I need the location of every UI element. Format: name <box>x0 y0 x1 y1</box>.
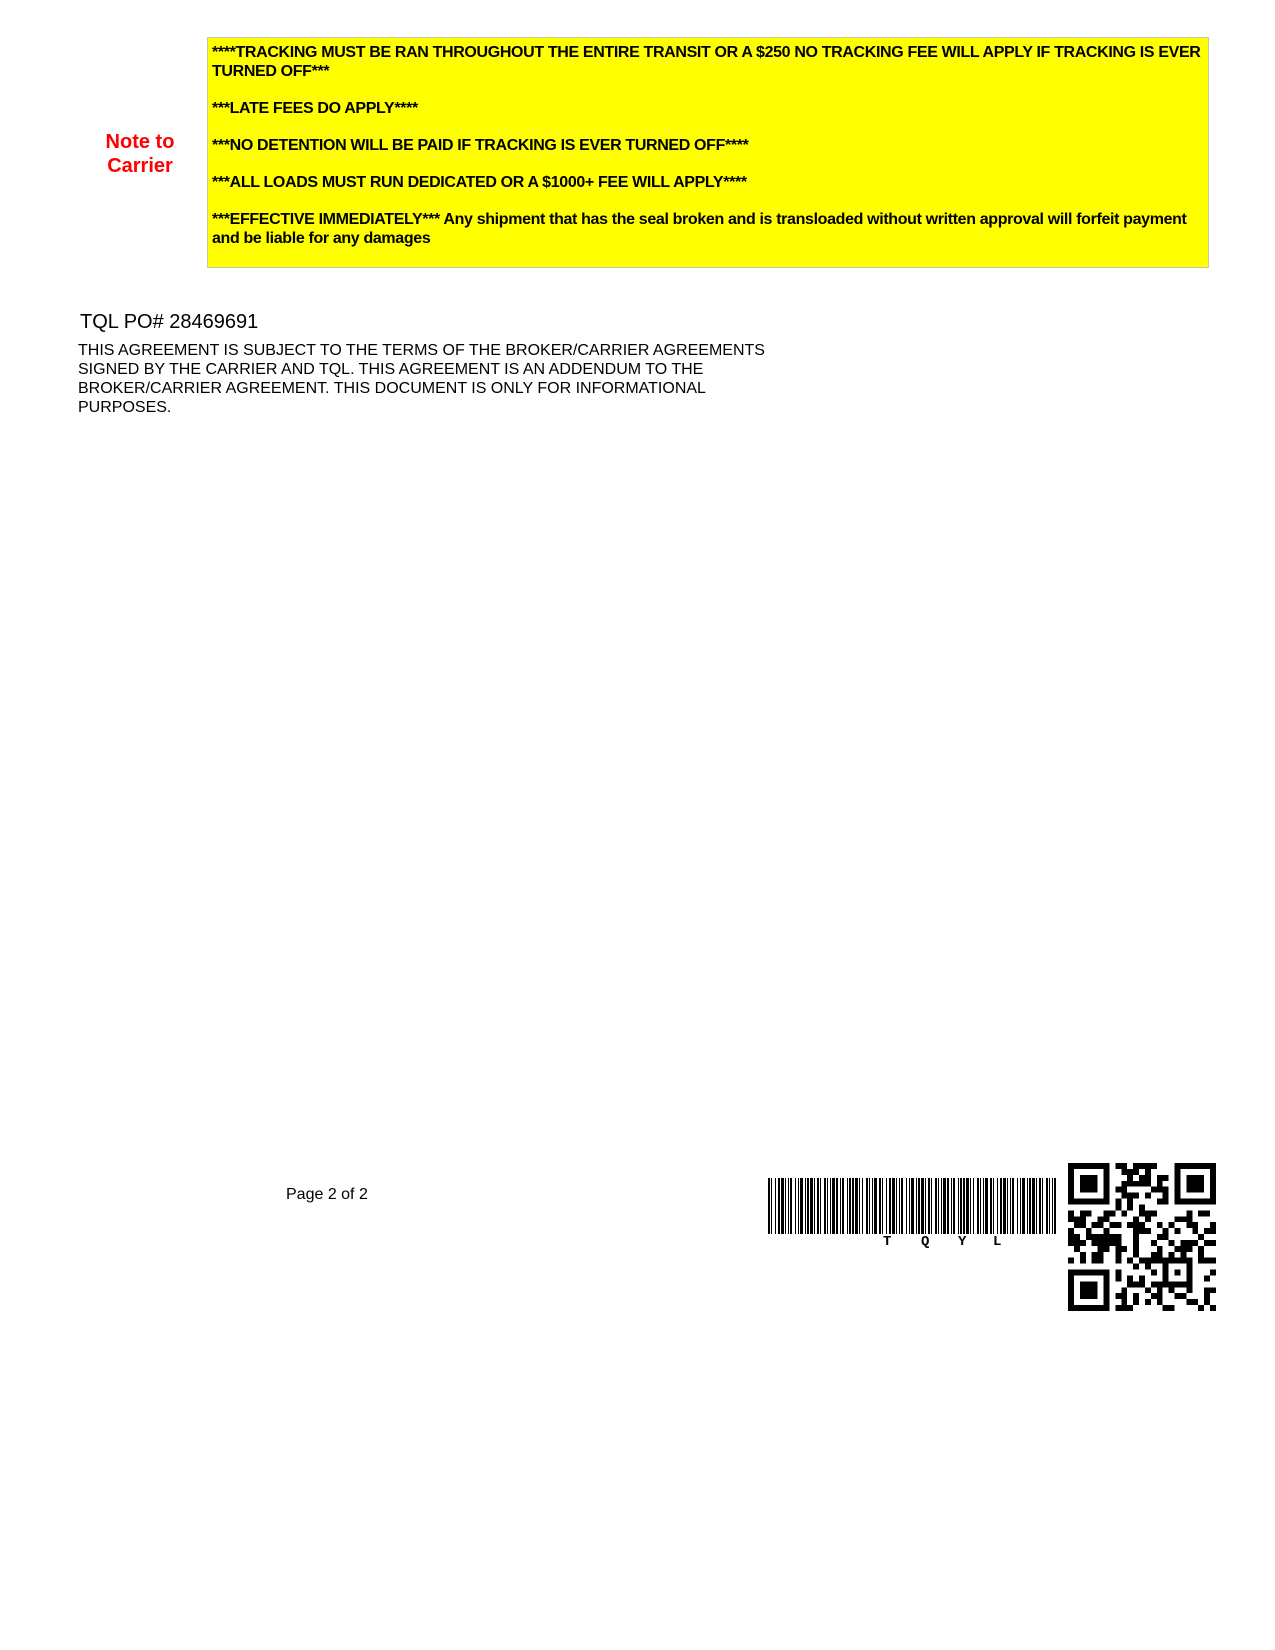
note-tracking-fee: ****TRACKING MUST BE RAN THROUGHOUT THE ENTIRE TRANSIT OR A $250 NO TRACKING FEE WILL APPLY IF TRACKING IS EVER TURNED OFF*** <box>212 44 1201 80</box>
barcode-text <box>768 1234 1056 1252</box>
note-seal-broken: ***EFFECTIVE IMMEDIATELY*** Any shipment that has the seal broken and is transloaded without written approval will forfeit payment and be liable for any damages <box>212 211 1187 247</box>
barcode-char: T <box>883 1234 892 1250</box>
barcode-char: Q <box>921 1234 930 1250</box>
po-number: TQL PO# 28469691 <box>80 311 259 333</box>
page-number: Page 2 of 2 <box>286 1186 368 1203</box>
barcode-char: Y <box>958 1234 967 1250</box>
agreement-text: THIS AGREEMENT IS SUBJECT TO THE TERMS OF THE BROKER/CARRIER AGREEMENTS SIGNED BY THE CARRIER AND TQL. THIS AGREEMENT IS AN ADDENDUM TO THE BROKER/CARRIER AGREEMENT. THIS DOCUMENT IS ONLY FOR INFORMATIONAL PURPOSES. <box>78 342 765 416</box>
note-to-carrier-label: Note to Carrier <box>105 131 175 177</box>
qr-code-icon <box>1068 1163 1216 1311</box>
note-late-fees: ***LATE FEES DO APPLY**** <box>212 100 418 117</box>
note-no-detention: ***NO DETENTION WILL BE PAID IF TRACKING IS EVER TURNED OFF**** <box>212 137 749 154</box>
note-dedicated-loads: ***ALL LOADS MUST RUN DEDICATED OR A $1000+ FEE WILL APPLY**** <box>212 174 747 191</box>
carrier-notes-box <box>207 37 1209 268</box>
barcode-char: L <box>993 1234 1002 1250</box>
barcode-icon <box>768 1178 1056 1234</box>
